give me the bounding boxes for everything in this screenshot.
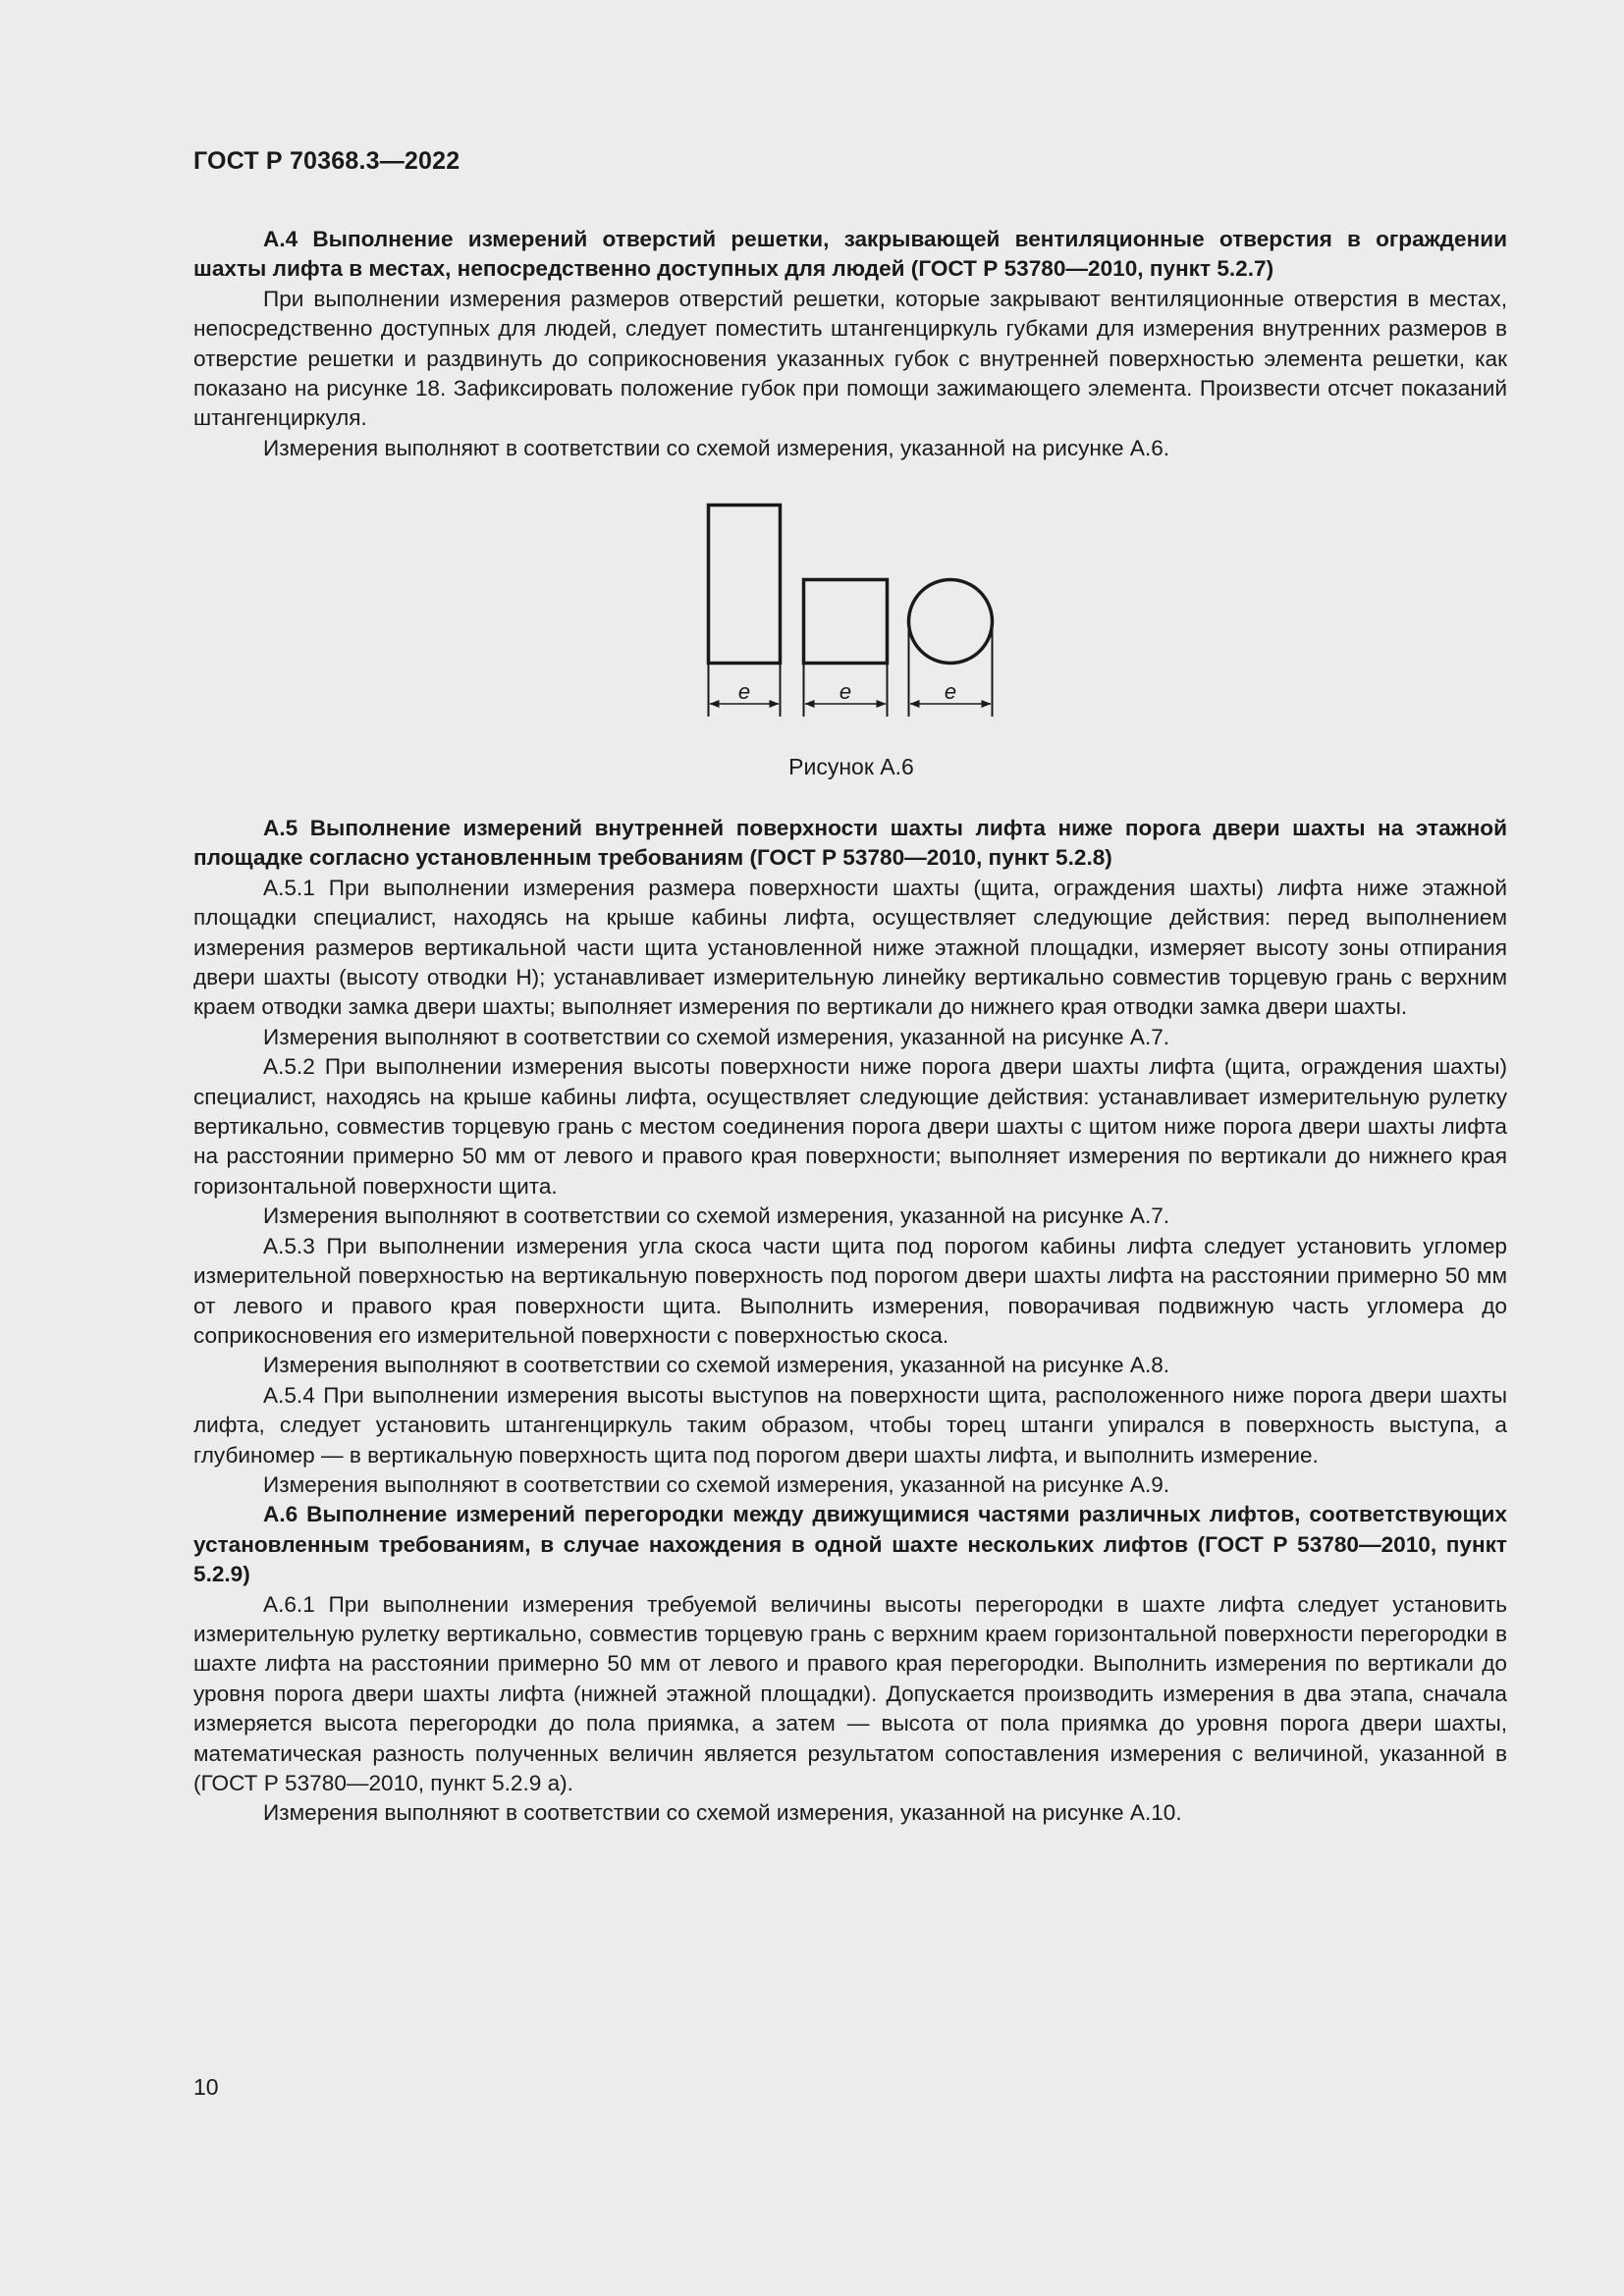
- paragraph-a5-4: А.5.4 При выполнении измерения высоты выступов на поверхности щита, расположенного ниже порога двери шахты лифта, следует установить штангенциркуль таким образом, чтобы торец штанги упирался в поверхность выступа, а глубиномер — в вертикальную поверхность щита под порогом двери шахты лифта, и выполнить измерение.: [193, 1382, 1507, 1468]
- paragraph-a5-3: А.5.3 При выполнении измерения угла скоса части щита под порогом кабины лифта следует установить угломер измерительной поверхностью на вертикальную поверхность под порогом двери шахты лифта на расстоянии примерно 50 мм от левого и правого края поверхности щита. Выполнить измерения, поворачивая подвижную часть угломера до соприкосновения его измерительной поверхности с поверхностью скоса.: [193, 1233, 1507, 1348]
- section-a4-heading: А.4 Выполнение измерений отверстий решетки, закрывающей вентиляционные отверстия в ограждении шахты лифта в местах, непосредственно доступных для людей (ГОСТ Р 53780—2010, пункт 5.2.7): [193, 227, 1507, 282]
- sections-a5-a6: [193, 814, 1507, 1829]
- section-a4-paragraph: При выполнении измерения размеров отверстий решетки, которые закрывают вентиляционные отверстия в местах, непосредственно доступных для людей, следует поместить штангенциркуль губками для измерения внутренних размеров в отверстие решетки и раздвинуть до соприкосновения указанных губок с внутренней поверхностью элемента решетки, как показано на рисунке 18. Зафиксировать положение губок при помощи зажимающего элемента. Произвести отсчет показаний штангенциркуля.: [193, 286, 1507, 431]
- paragraph-a6-1: А.6.1 При выполнении измерения требуемой величины высоты перегородки в шахте лифта следует установить измерительную рулетку вертикально, совместив торцевую грань с верхним краем горизонтальной поверхности перегородки в шахте лифта на расстоянии примерно 50 мм от левого и правого края перегородки. Выполнить измерения по вертикали до уровня порога двери шахты лифта (нижней этажной площадки). Допускается производить измерения в два этапа, сначала измеряется высота перегородки до пола приямка, а затем — высота от пола приямка до уровня порога двери шахты, математическая разность полученных величин является результатом сопоставления измерения с величиной, указанной в (ГОСТ Р 53780—2010, пункт 5.2.9 а).: [193, 1591, 1507, 1795]
- dimension-label: e: [944, 679, 957, 704]
- section-a6-heading: А.6 Выполнение измерений перегородки между движущимися частями различных лифтов, соответствующих установленным требованиям, в случае нахождения в одной шахте нескольких лифтов (ГОСТ Р 53780—2010, пункт 5.2.9): [193, 1502, 1507, 1587]
- paragraph-a5-3-figure-reference: Измерения выполняют в соответствии со схемой измерения, указанной на рисунке А.8.: [263, 1353, 1170, 1378]
- paragraph-a5-1: А.5.1 При выполнении измерения размера поверхности шахты (щита, ограждения шахты) лифта ниже этажной площадки специалист, находясь на крыше кабины лифта, осуществляет следующие действия: перед выполнением измерения размеров вертикальной части щита установленной ниже этажной площадки, измеряет высоту зоны отпирания двери шахты (высоту отводки Н); устанавливает измерительную линейку вертикально совместив торцевую грань с верхним краем отводки замка двери шахты; выполняет измерения по вертикали до нижнего края отводки замка двери шахты.: [193, 875, 1507, 1020]
- rectangular-opening-shape: [709, 506, 781, 664]
- paragraph-a5-2: А.5.2 При выполнении измерения высоты поверхности ниже порога двери шахты лифта (щита, ограждения шахты) специалист, находясь на крыше кабины лифта, осуществляет следующие действия: устанавливает измерительную рулетку вертикально, совместив торцевую грань с местом соединения порога двери шахты с щитом ниже порога двери шахты лифта на расстоянии примерно 50 мм от левого и правого края поверхности; выполняет измерения по вертикали до нижнего края горизонтальной поверхности щита.: [193, 1054, 1507, 1199]
- dimension-label: e: [737, 679, 751, 704]
- round-opening-shape: [909, 580, 993, 664]
- figure-a6: [697, 496, 1011, 731]
- paragraph-a5-4-figure-reference: Измерения выполняют в соответствии со схемой измерения, указанной на рисунке А.9.: [263, 1471, 1170, 1497]
- section-a4-figure-reference: Измерения выполняют в соответствии со схемой измерения, указанной на рисунке А.6.: [263, 435, 1170, 460]
- paragraph-a5-2-figure-reference: Измерения выполняют в соответствии со схемой измерения, указанной на рисунке А.7.: [263, 1203, 1170, 1229]
- page-number: 10: [193, 2074, 219, 2100]
- paragraph-a5-1-figure-reference: Измерения выполняют в соответствии со схемой измерения, указанной на рисунке А.7.: [263, 1024, 1170, 1049]
- section-a5-heading: А.5 Выполнение измерений внутренней поверхности шахты лифта ниже порога двери шахты на этажной площадке согласно установленным требованиям (ГОСТ Р 53780—2010, пункт 5.2.8): [193, 816, 1507, 871]
- square-opening-shape: [804, 580, 888, 664]
- dimension-label: e: [839, 679, 852, 704]
- figure-caption: Рисунок А.6: [788, 754, 914, 779]
- paragraph-a6-1-figure-reference: Измерения выполняют в соответствии со схемой измерения, указанной на рисунке А.10.: [263, 1800, 1182, 1826]
- document-header: ГОСТ Р 70368.3—2022: [193, 147, 460, 175]
- section-a4: [193, 225, 1507, 463]
